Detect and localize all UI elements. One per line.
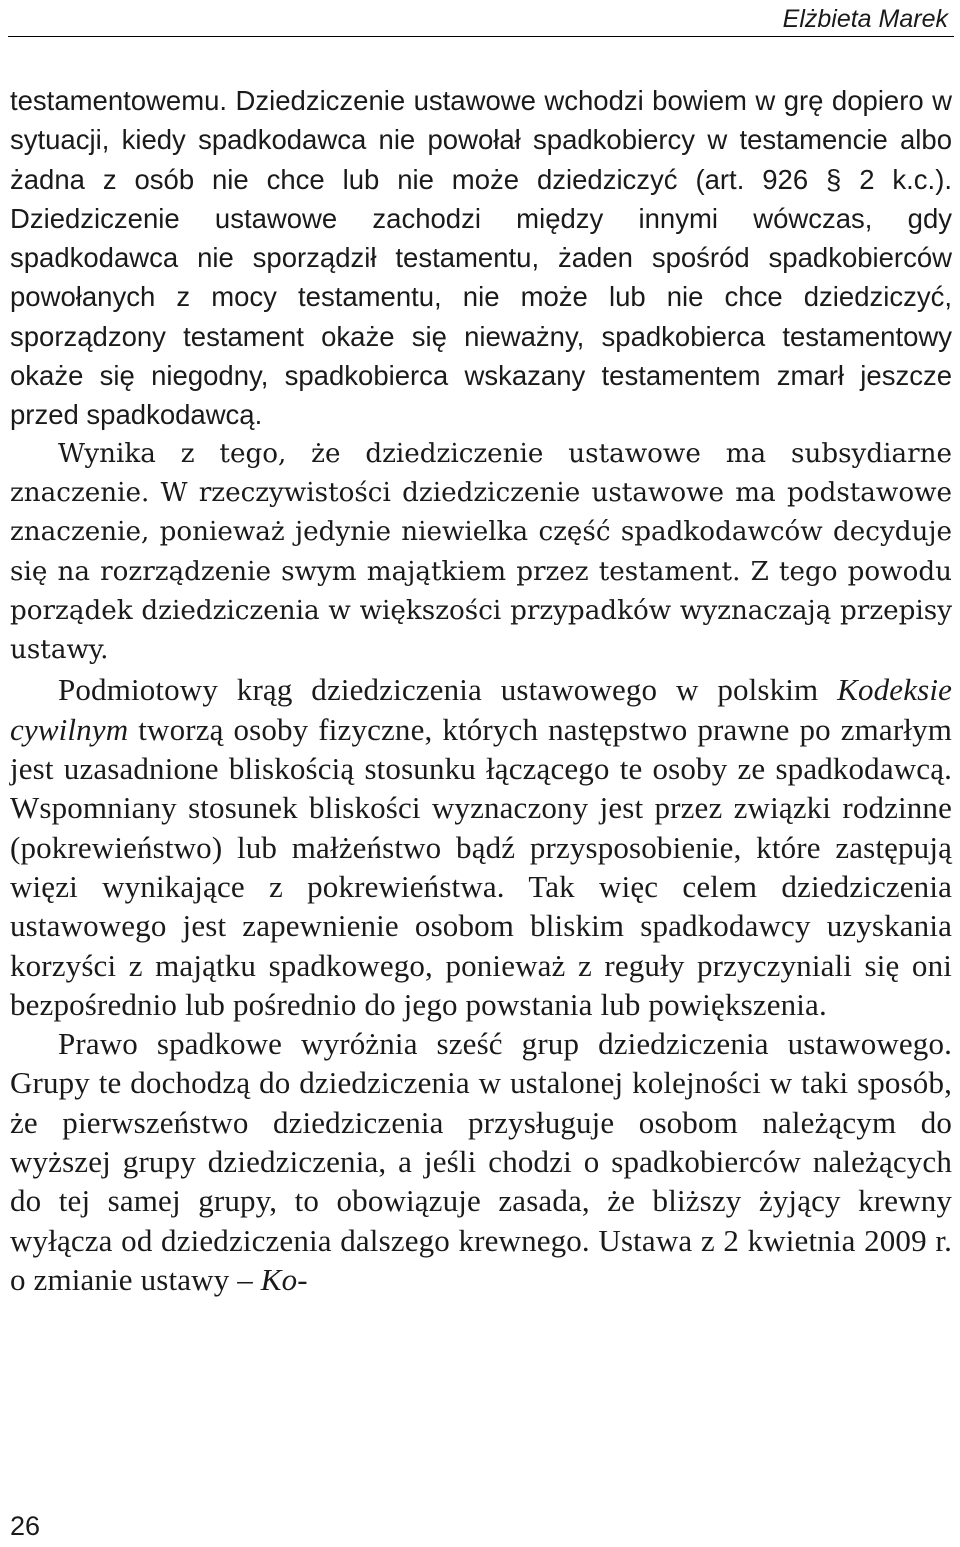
running-header-author: Elżbieta Marek [782,5,948,33]
paragraph-4-text-a: Prawo spadkowe wyróżnia sześć grup dziedziczenia ustawowego. Grupy te dochodzą do dziedziczenia w ustalonej kolejności w taki sposób, że pierwszeństwo dziedziczenia przysługuje osobom należącym do wyższej grupy dziedziczenia, a jeśli chodzi o spadkobierców należących do tej samej grupy, to obowiązuje zasada, że bliższy żyjący krewny wyłącza od dziedziczenia dalszego krewnego. Ustawa z 2 kwietnia 2009 r. o zmianie ustawy – [10,1026,952,1297]
paragraph-2: Wynika z tego, że dziedziczenie ustawowe ma subsydiarne znaczenie. W rzeczywistości dziedziczenie ustawowe ma podstawowe znaczenie, ponieważ jedynie niewielka część spadkodawców decyduje się na rozrządzenie swym majątkiem przez testament. Z tego powodu porządek dziedziczenia w większości przypadków wyznaczają przepisy ustawy. [10,438,952,666]
paragraph-1: testamentowemu. Dziedziczenie ustawowe wchodzi bowiem w grę dopiero w sytuacji, kiedy spadkodawca nie powołał spadkobiercy w testamencie albo żadna z osób nie chce lub nie może dziedziczyć (art. 926 § 2 k.c.). Dziedziczenie ustawowe zachodzi między innymi wówczas, gdy spadkodawca nie sporządził testamentu, żaden spośród spadkobierców powołanych z mocy testamentu, nie może lub nie chce dziedziczyć, sporządzony testament okaże się nieważny, spadkobierca testamentowy okaże się niegodny, spadkobierca wskazany testamentem zmarł jeszcze przed spadkodawcą. [10,85,952,431]
paragraph-4 [10,1024,952,1299]
paragraph-3-italic-title: Kodeksie cywilnym [10,672,952,747]
paragraph-4-italic-title: Ko- [260,1261,308,1297]
paragraph-3-text-b: tworzą osoby fizyczne, których następstwo prawne po zmarłym jest uzasadnione bliskością stosunku łączącego te osoby ze spadkodawcą. Wspomniany stosunek bliskości wyznaczony jest przez związki rodzinne (pokrewieństwo) lub małżeństwo bądź przysposobienie, które zastępują więzi wynikające z pokrewieństwa. Tak więc celem dziedziczenia ustawowego jest zapewnienie osobom bliskim spadkodawcy uzyskania korzyści z majątku spadkowego, ponieważ z reguły przyczyniali się oni bezpośrednio lub pośrednio do jego powstania lub powiększenia. [10,711,952,1022]
page-body [10,81,952,1299]
page-number: 26 [10,1511,41,1541]
paragraph-3-text-a: Podmiotowy krąg dziedziczenia ustawowego w polskim [58,672,838,708]
header-divider [8,36,954,37]
paragraph-3 [10,670,952,1024]
